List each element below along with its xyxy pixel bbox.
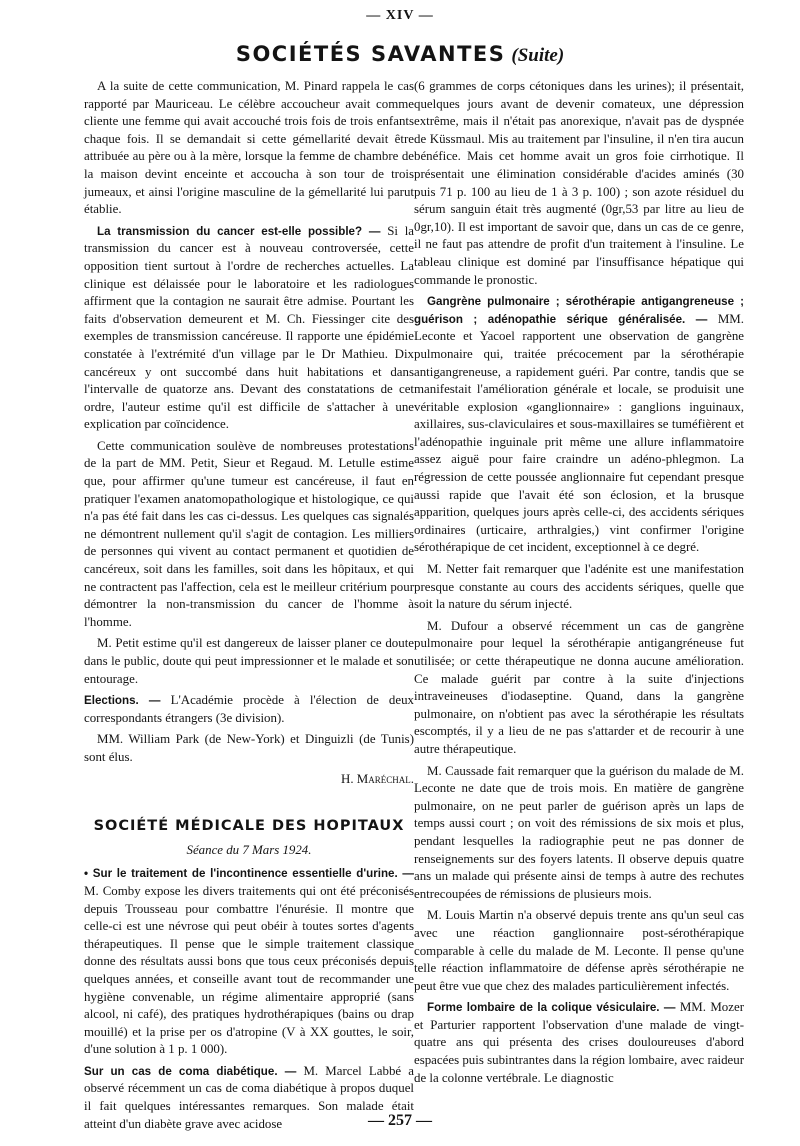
paragraph-text: M. Comby expose les divers traitements qui ont été préconisés depuis Trousseau pour combattre l'énurésie. Il montre que celle-ci est une névrose qui peut obéir à toutes sortes d'agents thérapeutiques. Il pense que le simple traitement classique donne des résultats aussi bons que tous ceux préconisés depuis quelques années, et conseille avant tout de recommander une hygiène convenable, un régime alimentaire approprié (sans alcool, ni café), des pratiques hydrothérapiques (bains ou drap mouillé) et la prise per os d'atropine (V à XX gouttes, le soir, d'une solution à 1 p. 1 000). — [84, 883, 414, 1057]
section-lead: Gangrène pulmonaire ; sérothérapie antigangreneuse ; guérison ; adénopathie sérique généralisée. — — [414, 295, 744, 326]
session-date: Séance du 7 Mars 1924. — [186, 842, 312, 857]
paragraph-text: Si la transmission du cancer est à nouveau controversée, cette opposition tient surtout à l'ordre de recherches actuelles. La clinique est délaissée pour le laboratoire et les radiologues affirment que la contagion ne saurait être admise. Pourtant les faits d'observation demeurent et M. Ch. Fiessinger cite des exemples de transmission cancéreuse. Il rapporte une épidémie constatée à l'extrémité d'un village par le Dr Mathieu. Dix cancéreux y ont succombé dans huit habitations et dans l'intervalle de quatorze ans. Devant des constatations de cet ordre, l'auteur estime qu'il est difficile de s'attacher à une explication par coïncidence. — [84, 223, 415, 432]
paragraph: M. Netter fait remarquer que l'adénite est une manifestation presque constante au cours des accidents sériques, quelle que soit la nature du sérum injecté. — [414, 562, 744, 612]
signature: H. Maréchal. — [341, 771, 414, 786]
section-lead: Elections. — — [84, 694, 161, 708]
paragraph: M. Dufour a observé récemment un cas de gangrène pulmonaire pour lequel la sérothérapie antigangréneuse fut utilisée; or cette thérapeutique ne donna aucune amélioration. Ce malade guérit par contre à la suite d'injections intraveineuses d'iodaseptine. Quand, dans la gangrène pulmonaire, on n'obtient pas avec la sérothérapie les résultats escomptés, il y a lieu de ne pas s'attarder et de recourir à une autre thérapeutique. — [414, 618, 744, 756]
paragraph-text: L'Académie procède à l'élection de deux correspondants étrangers (3e division). — [84, 693, 414, 725]
paragraph — [414, 999, 744, 1087]
right-column — [414, 78, 744, 1091]
section-title: SOCIÉTÉ MÉDICALE DES HOPITAUX — [93, 818, 405, 835]
section-lead: • Sur le traitement de l'incontinence essentielle d'urine. — — [84, 867, 414, 881]
paragraph: M. Louis Martin n'a observé depuis trente ans qu'un seul cas avec une réaction ganglionnaire post-sérothérapique comparable à celle du malade de M. Leconte. Il pense qu'une telle réaction inflammatoire de défense après sérothérapie ne peut être vue que chez des malades particulièrement infectés. — [414, 908, 744, 993]
paragraph: M. Petit estime qu'il est dangereux de laisser planer ce doute dans le public, doute qui peut impressionner et le malade et son entourage. — [84, 636, 414, 686]
paragraph-text: M. Marcel Labbé a observé récemment un cas de coma diabétique à propos duquel il fait quelques intéressantes remarques. Son malade était atteint d'un diabète grave avec acidose — [84, 1063, 414, 1131]
paragraph-text: MM. Mozer et Parturier rapportent l'observation d'une malade de vingt-quatre ans qui présenta des crises douloureuses d'abord espacées puis subintrantes dans la région lombaire, avec raideur de la colonne vertébrale. Le diagnostic — [414, 1000, 744, 1085]
paragraph: Cette communication soulève de nombreuses protestations de la part de MM. Petit, Sieur et Regaud. M. Letulle estime que, pour affirmer qu'une tumeur est cancéreuse, il faut en pratiquer l'examen anatomopathologique et histologique, ce qui n'a pas été fait dans les cas ci-dessus. Les quelques cas signalés ne démontrent nullement qu'il s'agit de contagion. Les milliers de personnes qui vivent au contact permanent et quotidien de cancéreux, soit dans les familles, soit dans les hôpitaux, et qui ne contractent pas l'affection, cela est le meilleur critérium pour démontrer la non-transmission du cancer de l'homme à l'homme. — [84, 438, 414, 629]
section-lead: Sur un cas de coma diabétique. — — [84, 1064, 297, 1078]
paragraph — [84, 223, 414, 434]
page-number: — 257 — — [368, 1112, 432, 1129]
heading-title: SOCIÉTÉS SAVANTES — [235, 42, 506, 66]
paragraph: M. Caussade fait remarquer que la guérison du malade de M. Leconte ne date que de trois mois. En matière de gangrène pulmonaire, on ne peut parler de guérison après un laps de temps aussi court ; on voit des rémissions de six mois et plus, pendant lesquelles la radiographie peut ne pas donner de renseignements sur des foyers latents. Il observe depuis quatre ans un malade qui présente ainsi de temps à autre des rechutes entrecoupées de rémissions de plusieurs mois. — [414, 763, 744, 901]
paragraph: MM. William Park (de New-York) et Dinguizli (de Tunis) sont élus. — [84, 732, 414, 764]
paragraph: A la suite de cette communication, M. Pinard rappela le cas rapporté par Mauriceau. Le célèbre accoucheur avait comme cliente une femme qui avait accouché trois fois de trois enfants chaque fois. Il se demandait si cette gémellarité devait être attribuée au père ou à la mère, lorsque la femme de chambre de la maison devint enceinte et accoucha à son tour de trois jumeaux, et ainsi l'origine masculine de la gémellarité lui parut établie. — [84, 79, 414, 217]
paragraph — [84, 692, 414, 727]
paragraph — [84, 865, 414, 1059]
heading-suffix: (Suite) — [511, 45, 565, 66]
section-lead: Forme lombaire de la colique vésiculaire. — — [427, 1001, 676, 1015]
left-column — [84, 78, 414, 1137]
page-heading — [0, 42, 800, 67]
paragraph — [414, 293, 744, 557]
paragraph: (6 grammes de corps cétoniques dans les urines); il présentait, quelques jours avant de devenir comateux, une dépression extrême, mais il n'était pas anorexique, n'avait pas de dyspnée de Küssmaul. Mis au traitement par l'insuline, il n'en tira aucun bénéfice. Mais cet homme avait un gros foie cirrhotique. Il présentait une élimination considérable d'acides aminés (30 puis 71 p. 100 au lieu de 1 à 3 p. 100) ; son azote résiduel du sérum sanguin était très augmenté (0gr,53 par litre au lieu de 0gr,10). Il est important de savoir que, dans un cas de ce genre, il ne faut pas attendre de profit d'un traitement à l'insuline. Le tableau clinique est dominé par l'insuffisance hépatique qui commande le pronostic. — [414, 79, 744, 287]
section-lead: La transmission du cancer est-elle possible? — — [97, 224, 381, 238]
roman-page-number: — XIV — — [366, 8, 434, 23]
paragraph-text: MM. Leconte et Yacoel rapportent une observation de gangrène pulmonaire qui, traitée précocement par la sérothérapie antigangreneuse, a rapidement guéri. Par contre, tandis que se manifestait l'amélioration générale et locale, se produisit une véritable explosion «ganglionnaire» : ganglions inguinaux, axillaires, sus-claviculaires et sous-maxillaires se tuméfièrent et l'adénopathie inguinale prit même une allure inflammatoire assez aiguë pour faire craindre un adéno-phlegmon. La régression de cette poussée anglionnaire fut cependant presque aussi rapide que l'avait été son éclosion, et la brusque apparition, quelques jours après celle-ci, des accidents sériques ordinaires (urticaire, arthralgies,) vint confirmer l'origine sérothérapique de cet incident, exceptionnel à ce degré. — [414, 311, 744, 555]
